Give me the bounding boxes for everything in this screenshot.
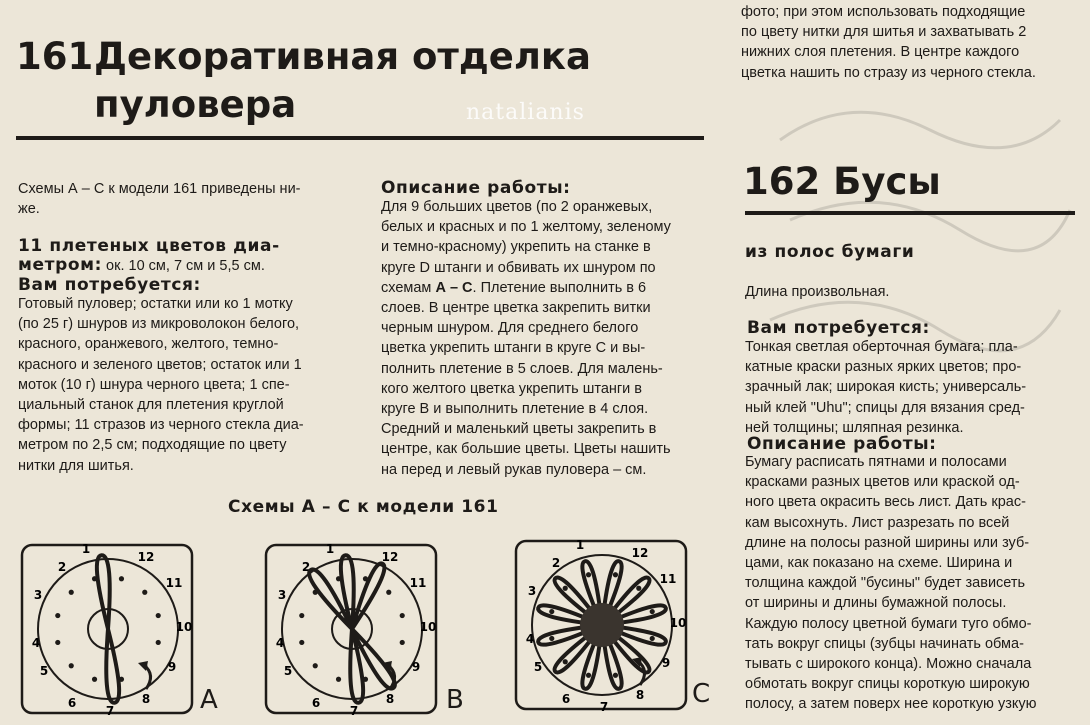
needs-heading-161: Вам потребуется: <box>18 275 201 295</box>
loom-peg-dot <box>636 586 641 591</box>
loom-peg-dot <box>386 590 391 595</box>
loom-peg-number: 8 <box>635 688 645 702</box>
loom-peg-number: 9 <box>167 660 177 674</box>
loom-peg-number: 11 <box>659 572 677 586</box>
work-schemes-ref: А – С <box>435 279 473 296</box>
loom-peg-number: 8 <box>141 692 151 706</box>
needs-text-162: Тонкая светлая оберточная бумага; пла- катные краски разных ярких цветов; про- зрачный лак; широкая кисть; универсаль- ный клей "Uhu"; спицы для вязания сред- ней толщины; шляпная резинка. <box>745 339 1027 436</box>
loom-peg-dot <box>92 677 97 682</box>
loom-peg-number: 10 <box>419 620 437 634</box>
loom-peg-dot <box>613 572 618 577</box>
loom-peg-number: 10 <box>175 620 193 634</box>
cord-loop <box>97 555 110 629</box>
article-162-rule <box>745 211 1075 215</box>
loom-peg-number: 5 <box>39 664 49 678</box>
title-rule <box>16 136 704 140</box>
loom-peg-number: 6 <box>311 696 321 710</box>
work-text-162: Бумагу расписать пятнами и полосами красками разных цветов или краской од- ного цвета окрасить весь лист. Дать крас- кам высохнуть. Лист разрезать по всей длине на полосы разной ширины или зуб- цами, как показано на схеме. Ширина и толщина каждой "бусины" будет зависеть от ширины и длины бумажной полосы. Каждую полосу цветной бумаги туго обмо- тать вокруг спицы (зубцы начинать обма- тывать с широкого конца). Можно сначала обмотать вокруг спицы короткую широкую полосу, а затем поверх нее короткую узкую <box>745 454 1037 713</box>
loom-peg-dot <box>299 613 304 618</box>
loom-peg-number: 12 <box>137 550 155 564</box>
loom-peg-dot <box>55 640 60 645</box>
loom-peg-dot <box>156 613 161 618</box>
loom-peg-dot <box>613 673 618 678</box>
scheme-b-diagram <box>262 537 442 717</box>
loom-peg-dot <box>563 659 568 664</box>
loom-peg-number: 5 <box>533 660 543 674</box>
loom-peg-number: 3 <box>277 588 287 602</box>
loom-peg-dot <box>69 590 74 595</box>
needs-text-161: Готовый пуловер; остатки или ко 1 мотку (по 25 г) шнуров из микроволокон белого, красного, оранжевого, желтого, темно- красного и зеленого цветов; остаток или 1 моток (10 г) шнура черного цвета; 1 спе- циальный станок для плетения круглой формы; 11 стразов из черного стекла диа- метром по 2,5 см; подходящие по цвету нитки для шитья. <box>18 296 304 474</box>
work-heading-161: Описание работы: <box>381 178 571 198</box>
work-text-161 <box>381 197 671 480</box>
scheme-c-label: C <box>692 679 711 709</box>
flowers-sizes-line <box>18 255 265 276</box>
loom-peg-number: 3 <box>33 588 43 602</box>
loom-peg-dot <box>549 609 554 614</box>
scheme-a-diagram <box>18 537 198 717</box>
loom-peg-number: 1 <box>81 542 91 556</box>
cord-center <box>580 603 624 647</box>
loom-peg-number: 4 <box>275 636 285 650</box>
loom-peg-dot <box>563 586 568 591</box>
loom-peg-number: 12 <box>631 546 649 560</box>
loom-peg-dot <box>650 636 655 641</box>
loom-peg-number: 9 <box>661 656 671 670</box>
loom-peg-dot <box>119 576 124 581</box>
loom-peg-dot <box>55 613 60 618</box>
work-heading-162: Описание работы: <box>747 434 937 454</box>
loom-peg-number: 12 <box>381 550 399 564</box>
loom-peg-number: 9 <box>411 660 421 674</box>
work-text-161-b: . Плетение выполнить в 6 слоев. В центре цветка закрепить витки черным шнуром. Для среднего белого цветка укрепить штанги в круге С и вы- полнить плетение в 5 слоев. Для малень- кого желтого цветка укрепить штанги в круге В и выполнить плетение в 4 слоя. Средний и маленький цветы закрепить в центре, как большие цветы. Цветы нашить на перед и левый рукав пуловера – см. <box>381 279 671 478</box>
article-162-title: Бусы <box>833 160 941 203</box>
loom-peg-number: 1 <box>575 538 585 552</box>
loom-peg-number: 7 <box>105 704 115 717</box>
loom-peg-number: 10 <box>669 616 687 630</box>
loom-peg-number: 7 <box>349 704 359 717</box>
loom-peg-number: 4 <box>525 632 535 646</box>
loom-peg-dot <box>549 636 554 641</box>
loom-peg-number: 11 <box>409 576 427 590</box>
loom-peg-number: 7 <box>599 700 609 713</box>
loom-peg-dot <box>586 673 591 678</box>
scheme-c-diagram <box>512 533 692 713</box>
loom-peg-number: 3 <box>527 584 537 598</box>
continuation-text: фото; при этом использовать подходящие по цвету нитки для шитья и захватывать 2 нижних слоя плетения. В центре каждого цветка нашить по стразу из черного стекла. <box>741 4 1036 81</box>
loom-peg-dot <box>400 640 405 645</box>
schemes-heading: Схемы А – С к модели 161 <box>228 497 499 517</box>
loom-peg-dot <box>313 663 318 668</box>
cord-loop <box>352 563 384 629</box>
loom-peg-number: 1 <box>325 542 335 556</box>
loom-peg-number: 6 <box>67 696 77 710</box>
flowers-heading-cont: метром: <box>18 255 103 275</box>
loom-peg-number: 2 <box>301 560 311 574</box>
intro-text: Схемы А – С к модели 161 приведены ни- же. <box>18 181 301 218</box>
needs-heading-162: Вам потребуется: <box>747 318 930 338</box>
loom-peg-dot <box>400 613 405 618</box>
loom-peg-number: 8 <box>385 692 395 706</box>
flowers-heading: 11 плетеных цветов диа- <box>18 236 280 256</box>
loom-peg-number: 5 <box>283 664 293 678</box>
loom-peg-dot <box>650 609 655 614</box>
loom-peg-dot <box>156 640 161 645</box>
article-162-subtitle: из полос бумаги <box>745 242 915 262</box>
article-161-title-line1: Декоративная отделка <box>94 35 592 78</box>
loom-peg-number: 2 <box>551 556 561 570</box>
watermark-text: natalianis <box>466 100 585 125</box>
loom-peg-dot <box>299 640 304 645</box>
loom-peg-dot <box>336 677 341 682</box>
article-162-heading <box>743 160 941 203</box>
flowers-sizes: ок. 10 см, 7 см и 5,5 см. <box>102 258 265 274</box>
loom-peg-number: 6 <box>561 692 571 706</box>
loom-peg-number: 2 <box>57 560 67 574</box>
scheme-b-label: B <box>446 685 464 715</box>
loom-peg-dot <box>69 663 74 668</box>
cord-loop <box>106 629 119 703</box>
loom-peg-dot <box>586 572 591 577</box>
work-text-161-a: Для 9 больших цветов (по 2 оранжевых, белых и красных и по 1 желтому, зеленому и темно-красному) укрепить на станке в круге D штанги и обвивать их шнуром по схемам <box>381 199 671 296</box>
loom-peg-dot <box>142 590 147 595</box>
article-162-length: Длина произвольная. <box>745 284 890 300</box>
article-161-title-line2: пуловера <box>94 83 297 126</box>
loom-peg-number: 4 <box>31 636 41 650</box>
loom-peg-number: 11 <box>165 576 183 590</box>
scheme-a-label: A <box>200 685 218 715</box>
article-162-number: 162 <box>743 160 821 203</box>
article-161-number: 161 <box>16 35 94 78</box>
